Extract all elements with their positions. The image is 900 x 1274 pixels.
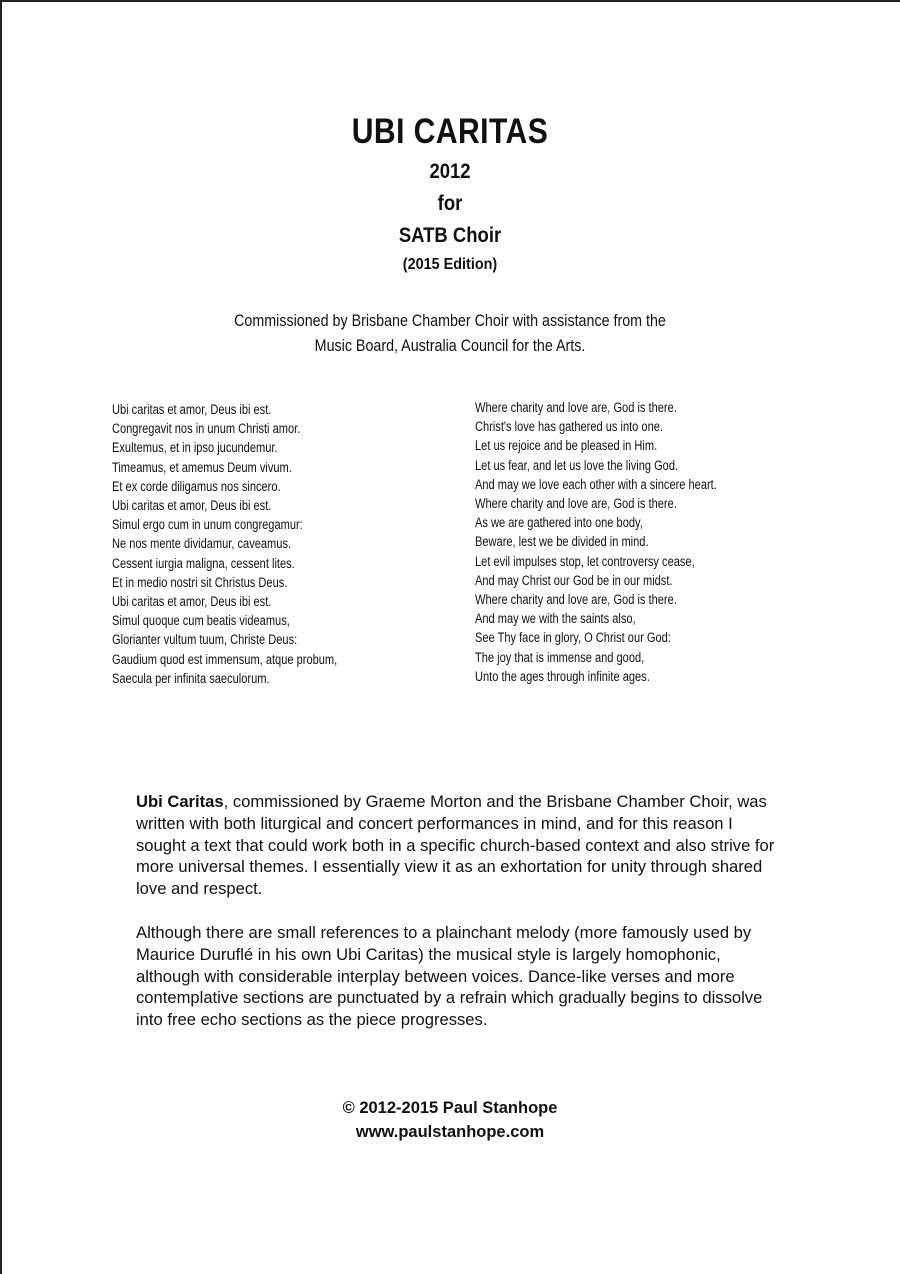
work-title-bold: Ubi Caritas bbox=[136, 792, 224, 811]
latin-line: Simul quoque cum beatis videamus, bbox=[112, 613, 290, 629]
english-line: Where charity and love are, God is there. bbox=[475, 400, 677, 415]
latin-line: Congregavit nos in unum Christi amor. bbox=[112, 421, 301, 437]
latin-line: Ubi caritas et amor, Deus ibi est. bbox=[112, 402, 272, 417]
latin-line: Ubi caritas et amor, Deus ibi est. bbox=[112, 594, 272, 610]
english-line: Let evil impulses stop, let controversy cease, bbox=[475, 553, 695, 569]
title-block bbox=[0, 108, 900, 278]
latin-line: Saecula per infinita saeculorum. bbox=[112, 670, 270, 686]
latin-line: Ne nos mente dividamur, caveamus. bbox=[112, 536, 292, 552]
english-line: Unto the ages through infinite ages. bbox=[475, 668, 650, 684]
copyright-notice: © 2012-2015 Paul Stanhope bbox=[342, 1099, 558, 1117]
english-line: And may we with the saints also, bbox=[475, 611, 636, 627]
english-translation bbox=[475, 398, 770, 686]
program-note-paragraph-2: Although there are small references to a plainchant melody (more famously used by Maurice Duruflé in his own Ubi Caritas) the musical style is largely homophonic, although with considerable interplay between voices. Dance-like verses and more contemplative sections are punctuated by a refrain which gradually begins to dissolve into free echo sections as the piece progresses. bbox=[136, 922, 763, 1030]
page-border-top bbox=[0, 0, 900, 2]
program-note-text: , commissioned by Graeme Morton and the Brisbane Chamber Choir, was written with both liturgical and concert performances in mind, and for this reason I sought a text that could work both in a specific church-based context and also strive for more universal themes. I essentially view it as an exhortation for unity through shared love and respect. bbox=[136, 792, 775, 899]
english-line: Where charity and love are, God is there. bbox=[475, 496, 677, 512]
english-line: Let us fear, and let us love the living God. bbox=[475, 457, 679, 473]
copyright-block bbox=[0, 1096, 900, 1144]
commission-line-2: Music Board, Australia Council for the Arts. bbox=[314, 336, 586, 355]
latin-line: Ubi caritas et amor, Deus ibi est. bbox=[112, 498, 272, 514]
english-line: The joy that is immense and good, bbox=[475, 649, 645, 665]
english-line: And may we love each other with a sincere heart. bbox=[475, 476, 717, 492]
program-notes bbox=[136, 791, 776, 1053]
latin-line: Timeamus, et amemus Deum vivum. bbox=[112, 459, 292, 475]
commission-line-1: Commissioned by Brisbane Chamber Choir with assistance from the bbox=[234, 311, 666, 330]
latin-line: Simul ergo cum in unum congregamur: bbox=[112, 517, 303, 533]
english-line: Beware, lest we be divided in mind. bbox=[475, 534, 649, 550]
english-line: Where charity and love are, God is there. bbox=[475, 592, 677, 608]
latin-line: Et ex corde diligamus nos sincero. bbox=[112, 478, 281, 494]
latin-text bbox=[112, 400, 387, 688]
for-label: for bbox=[437, 192, 463, 215]
english-line: And may Christ our God be in our midst. bbox=[475, 572, 673, 588]
page-title: UBI CARITAS bbox=[351, 112, 549, 151]
latin-line: Exultemus, et in ipso jucundemur. bbox=[112, 440, 278, 456]
english-line: Christ's love has gathered us into one. bbox=[475, 419, 663, 435]
english-line: See Thy face in glory, O Christ our God: bbox=[475, 630, 671, 646]
english-line: As we are gathered into one body, bbox=[475, 515, 643, 531]
latin-line: Cessent iurgia maligna, cessent lites. bbox=[112, 555, 295, 571]
composition-year: 2012 bbox=[429, 160, 471, 183]
latin-line: Glorianter vultum tuum, Christe Deus: bbox=[112, 632, 298, 648]
edition: (2015 Edition) bbox=[402, 256, 498, 273]
scoring: SATB Choir bbox=[398, 224, 502, 247]
commission-note bbox=[0, 308, 900, 358]
latin-line: Gaudium quod est immensum, atque probum, bbox=[112, 651, 338, 667]
program-note-paragraph-1 bbox=[136, 791, 776, 900]
english-line: Let us rejoice and be pleased in Him. bbox=[475, 438, 658, 454]
website: www.paulstanhope.com bbox=[355, 1123, 545, 1141]
latin-line: Et in medio nostri sit Christus Deus. bbox=[112, 574, 288, 590]
